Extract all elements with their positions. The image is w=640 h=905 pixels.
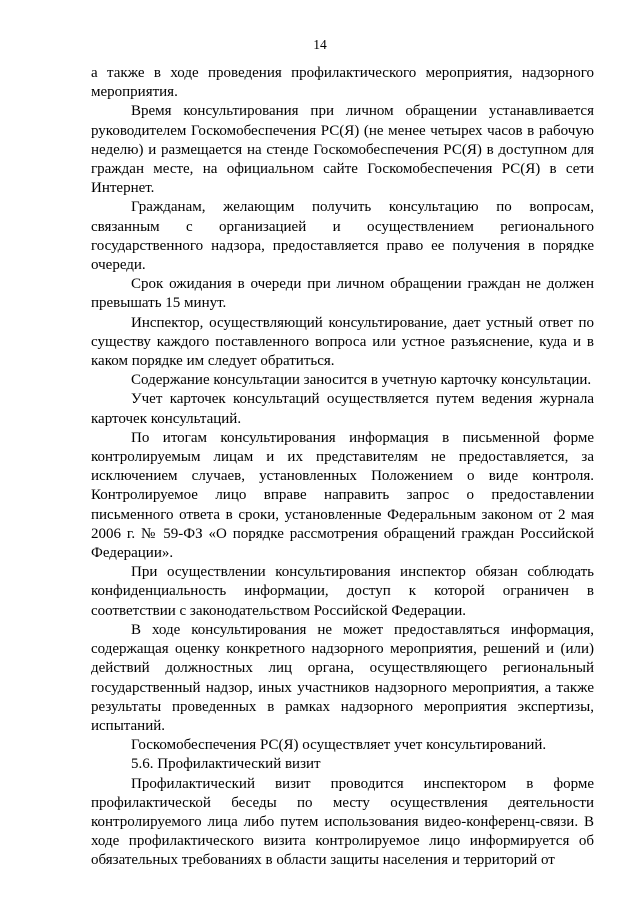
section-heading: 5.6. Профилактический визит	[131, 756, 321, 773]
paragraph: Срок ожидания в очереди при личном обращении граждан не должен превышать 15 минут.	[91, 276, 594, 312]
paragraph: Инспектор, осуществляющий консультирование, дает устный ответ по существу каждого поставленного вопроса или устное разъяснение, куда и в каком порядке им следует обратиться.	[91, 314, 594, 370]
document-body	[91, 64, 594, 871]
page-number: 14	[313, 37, 327, 52]
paragraph: В ходе консультирования не может предоставляться информация, содержащая оценку конкретного надзорного мероприятия, решений и (или) действий должностных лиц органа, осуществляющего региональный государственный надзор, иных участников надзорного мероприятия, а также результаты проведенных в рамках надзорного мероприятия экспертизы, испытаний.	[91, 621, 594, 734]
paragraph: а также в ходе проведения профилактического мероприятия, надзорного мероприятия.	[91, 65, 594, 101]
paragraph: При осуществлении консультирования инспектор обязан соблюдать конфиденциальность информации, доступ к которой ограничен в соответствии с законодательством Российской Федерации.	[91, 564, 594, 619]
paragraph: Гражданам, желающим получить консультацию по вопросам, связанным с организацией и осуществлением регионального государственного надзора, предоставляется право ее получения в порядке очереди.	[91, 199, 594, 274]
paragraph: Профилактический визит проводится инспектором в форме профилактической беседы по месту осуществления деятельности контролируемого лица либо путем использования видео-конференц-связи. В ходе профилактического визита контролируемое лицо информируется об обязательных требованиях в области защиты населения и территорий от	[91, 775, 594, 869]
paragraph: Содержание консультации заносится в учетную карточку консультации.	[131, 372, 592, 389]
paragraph: Госкомобеспечения РС(Я) осуществляет учет консультирований.	[131, 737, 547, 754]
paragraph: По итогам консультирования информация в письменной форме контролируемым лицам и их представителям не предоставляется, за исключением случаев, установленных Положением о виде контроля. Контролируемое лицо вправе направить запрос о предоставлении письменного ответа в сроки, установленные Федеральным законом от 2 мая 2006 г. № 59-ФЗ «О порядке рассмотрения обращений граждан Российской Федерации».	[91, 429, 594, 562]
paragraph: Время консультирования при личном обращении устанавливается руководителем Госкомобеспечения РС(Я) (не менее четырех часов в рабочую неделю) и размещается на стенде Госкомобеспечения РС(Я) в доступном для граждан месте, на официальном сайте Госкомобеспечения РС(Я) в сети Интернет.	[91, 103, 594, 197]
paragraph: Учет карточек консультаций осуществляется путем ведения журнала карточек консультаций.	[91, 391, 594, 427]
